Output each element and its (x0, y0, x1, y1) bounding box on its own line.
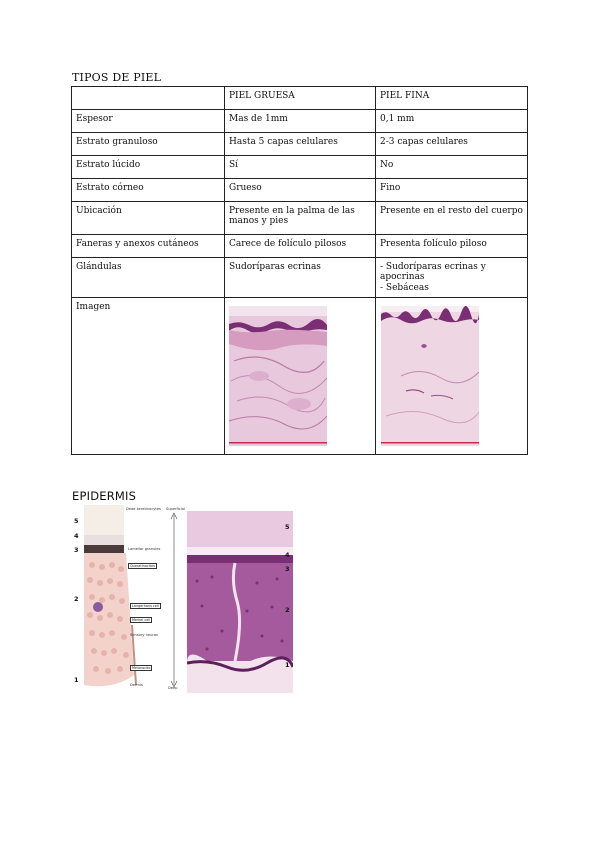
cell-gruesa: Hasta 5 capas celulares (225, 133, 376, 156)
header-empty (72, 87, 225, 110)
layer-number: 1 (74, 676, 79, 684)
merkel-box: Merkel cell (132, 618, 151, 622)
header-piel-gruesa: PIEL GRUESA (225, 87, 376, 110)
row-label: Faneras y anexos cutáneos (72, 235, 225, 258)
layer-number: 2 (285, 606, 290, 614)
thick-skin-histology-image (229, 306, 327, 446)
cell-fina: No (376, 156, 528, 179)
glandulas-fina-line: - Sebáceas (380, 282, 429, 293)
row-label: Estrato lúcido (72, 156, 225, 179)
row-label: Estrato granuloso (72, 133, 225, 156)
dead-keratinocytes-label: Dead keratinocytes (126, 507, 161, 511)
skin-types-table (71, 86, 528, 455)
layer-number: 2 (74, 595, 79, 603)
table-header-row (72, 87, 528, 110)
table-row (72, 156, 528, 179)
layer-number: 5 (74, 517, 79, 525)
cell-gruesa: Grueso (225, 179, 376, 202)
table-row (72, 110, 528, 133)
row-label: Espesor (72, 110, 225, 133)
table-row (72, 179, 528, 202)
layer-number: 3 (74, 546, 79, 554)
header-piel-fina: PIEL FINA (376, 87, 528, 110)
section-title-epidermis: EPIDERMIS (72, 489, 137, 503)
keratinocytes-box: Queratinocitos (130, 564, 155, 568)
lamellar-granules-label: Lamellar granules (128, 547, 161, 551)
cell-gruesa: Sí (225, 156, 376, 179)
cell-fina: Fino (376, 179, 528, 202)
table-row (72, 298, 528, 455)
thin-skin-histology-image (381, 306, 479, 446)
epidermis-histology-image (187, 511, 293, 693)
cell-gruesa: Carece de folículo pilosos (225, 235, 376, 258)
glandulas-fina-line: - Sudoríparas ecrinas y apocrinas (380, 262, 486, 283)
cell-fina: 0,1 mm (376, 110, 528, 133)
layer-number: 1 (285, 661, 290, 669)
melanocyte-box: Melanocito (132, 666, 151, 670)
dermis-label: Dermis (130, 683, 143, 687)
cell-gruesa: Sudoríparas ecrinas (225, 258, 376, 298)
row-label: Glándulas (72, 258, 225, 298)
cell-fina (376, 258, 528, 298)
sensory-neuron-label: Sensory neuron (130, 633, 159, 637)
cell-fina-image (376, 298, 528, 455)
cell-fina: 2-3 capas celulares (376, 133, 528, 156)
cell-fina: Presenta folículo piloso (376, 235, 528, 258)
cell-gruesa: Presente en la palma de las manos y pies (225, 202, 376, 235)
row-label: Estrato córneo (72, 179, 225, 202)
cell-gruesa: Mas de 1mm (225, 110, 376, 133)
layer-number: 4 (74, 532, 79, 540)
section-title-tipos-de-piel: TIPOS DE PIEL (72, 71, 162, 84)
axis-superficial-label: Superficial (166, 507, 185, 511)
cell-fina: Presente en el resto del cuerpo (376, 202, 528, 235)
layer-number: 4 (285, 551, 290, 559)
table-row (72, 133, 528, 156)
layer-number: 3 (285, 565, 290, 573)
row-label: Ubicación (72, 202, 225, 235)
epidermis-diagram (74, 505, 185, 693)
table-row (72, 202, 528, 235)
langerhans-box: Langerhans cell (132, 604, 159, 608)
cell-gruesa-image (225, 298, 376, 455)
axis-deep-label: Deep (168, 686, 178, 690)
table-row (72, 235, 528, 258)
layer-number: 5 (285, 523, 290, 531)
row-label: Imagen (72, 298, 225, 455)
table-row (72, 258, 528, 298)
